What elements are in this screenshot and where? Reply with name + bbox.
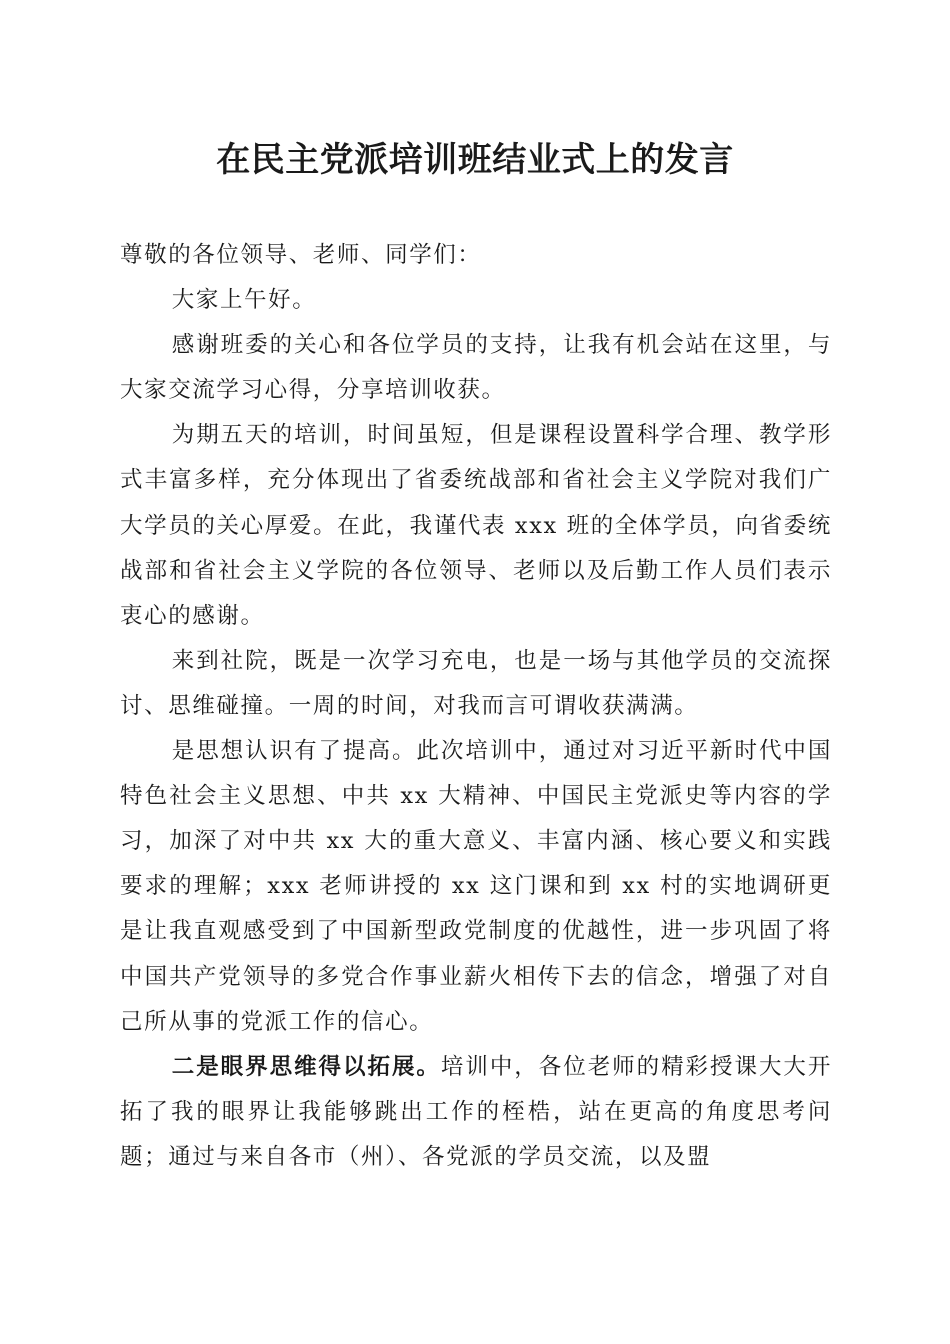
paragraph-point-two xyxy=(120,1045,832,1180)
paragraph-thanks: 感谢班委的关心和各位学员的支持，让我有机会站在这里，与大家交流学习心得，分享培训收获。 xyxy=(120,332,832,404)
paragraph-training-overview: 为期五天的培训，时间虽短，但是课程设置科学合理、教学形式丰富多样，充分体现出了省委统战部和省社会主义学院对我们广大学员的关心厚爱。在此，我谨代表 xxx 班的全体学员，向省委统战部和省社会主义学院的各位领导、老师以及后勤工作人员们表示衷心的感谢。 xyxy=(120,422,832,629)
salutation: 尊敬的各位领导、老师、同学们： xyxy=(120,242,482,268)
paragraph-point-two-lead: 二是眼界思维得以拓展。 xyxy=(171,1053,441,1080)
paragraph-point-two-text: 培训中，各位老师的精彩授课大大开拓了我的眼界让我能够跳出工作的桎梏，站在更高的角度思考问题；通过与来自各市（州）、各党派的学员交流，以及盟 xyxy=(120,1053,832,1170)
document-body xyxy=(120,233,832,1180)
paragraph-harvest: 来到社院，既是一次学习充电，也是一场与其他学员的交流探讨、思维碰撞。一周的时间，对我而言可谓收获满满。 xyxy=(120,647,832,719)
paragraph-point-one: 是思想认识有了提高。此次培训中，通过对习近平新时代中国特色社会主义思想、中共 xx 大精神、中国民主党派史等内容的学习，加深了对中共 xx 大的重大意义、丰富内涵、核心要义和实践要求的理解；xxx 老师讲授的 xx 这门课和到 xx 村的实地调研更是让我直观感受到了中国新型政党制度的优越性，进一步巩固了将中国共产党领导的多党合作事业薪火相传下去的信念，增强了对自己所从事的党派工作的信心。 xyxy=(120,738,832,1035)
paragraph-greeting: 大家上午好。 xyxy=(171,287,317,314)
document-title: 在民主党派培训班结业式上的发言 xyxy=(216,140,734,180)
